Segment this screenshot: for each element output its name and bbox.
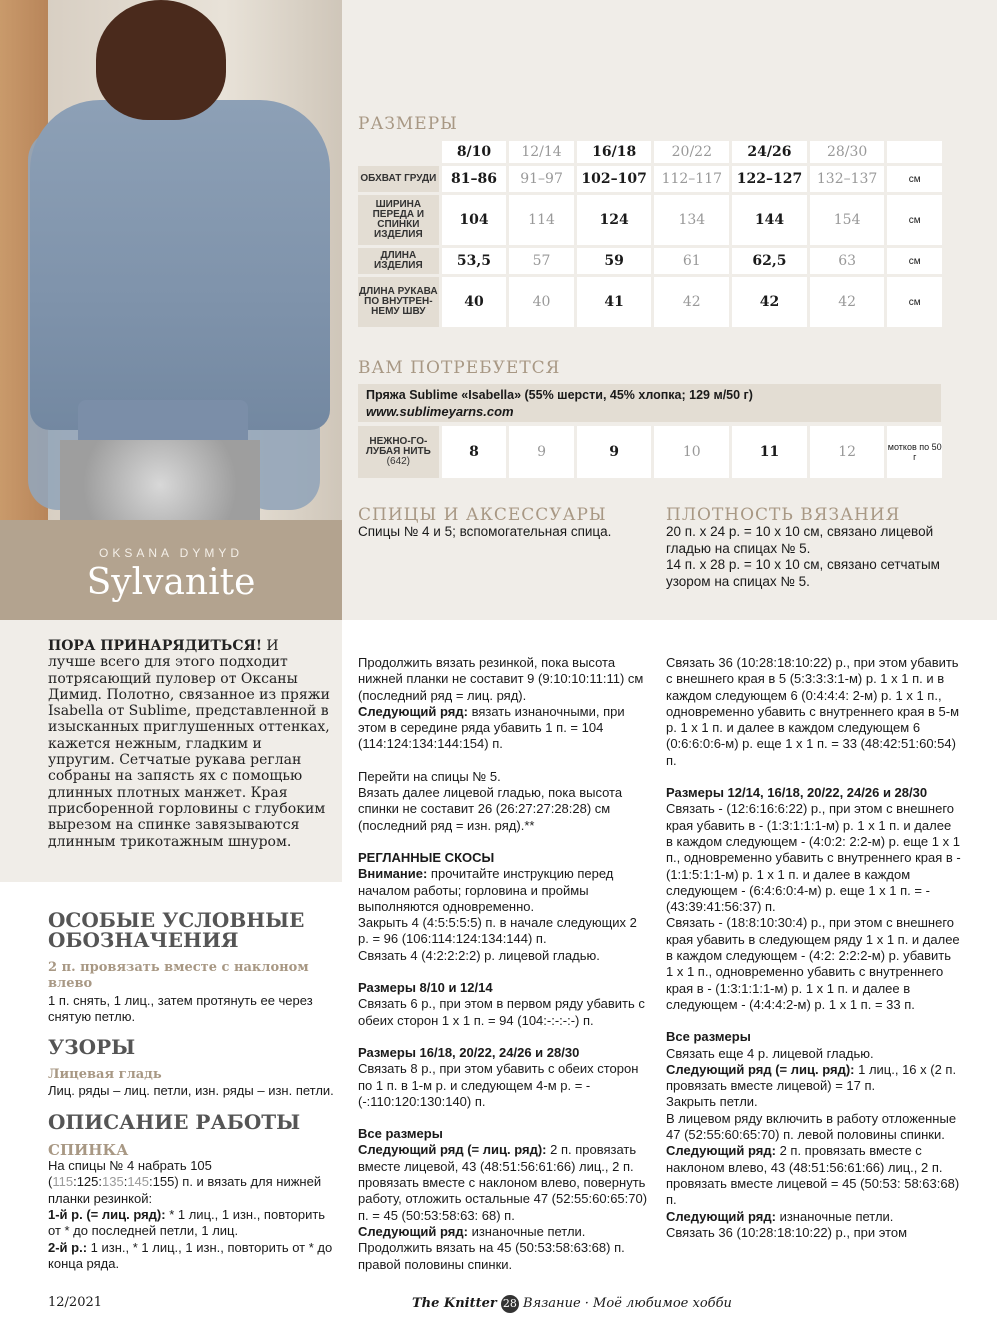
paragraph: Связать - (12:6:16:6:22) р., при этом с внешнего края убавить в - (1:3:1:1:1-м) р. 1 х 1 п. и далее в каждом следующем - (4:0:2: 2:2-м) р. еще 1 х 1 п., одновременно убавить с внутреннего края в - (1:1:5:1:1-м) р. 1 х 1 п. и далее в каждом следующем - (6:4:6:0:4-м) р. еще 1 х 1 п. = - (43:39:41:56:37) п.: [666, 801, 961, 915]
size-cell: 57: [509, 248, 574, 274]
paragraph: Вязать далее лицевой гладью, пока высота спинки не составит 26 (26:27:27:28:28) см (последний ряд = изн. ряд).**: [358, 785, 623, 833]
issue-number: 12/2021: [48, 1295, 103, 1310]
size-cell: 154: [810, 195, 885, 245]
paragraph: Закрыть петли.: [666, 1094, 758, 1110]
unit-cell: мотков по 50 г: [887, 426, 942, 478]
size-cell: 61: [654, 248, 729, 274]
yarn-url[interactable]: www.sublimeyarns.com: [366, 404, 514, 419]
row-2-text: 2-й р.: 1 изн., * 1 лиц., 1 изн., повторить от * до конца ряда.: [48, 1239, 333, 1271]
skein-cell: 9: [509, 426, 574, 478]
skein-cell: 8: [442, 426, 507, 478]
size-cell: 104: [442, 195, 507, 245]
paragraph: Следующий ряд (= лиц. ряд): 1 лиц., 16 х (2 п. провязать вместе лицевой) = 17 п.: [666, 1061, 957, 1094]
intro-text: [48, 638, 330, 850]
page-number: 28: [501, 1295, 519, 1313]
size-cell: 42: [810, 277, 885, 327]
paragraph: Внимание: прочитайте инструкцию перед началом работы; горловина и проймы выполняются одновременно.: [358, 866, 614, 914]
column-3: [666, 655, 961, 1241]
row-label: ДЛИНА РУКАВА ПО ВНУТРЕН-НЕМУ ШВУ: [358, 277, 439, 327]
paragraph: Продолжить вязать резинкой, пока высота нижней планки не составит 9 (9:10:10:11:11) см (последний ряд = лиц. ряд).: [358, 655, 644, 703]
paragraph: Закрыть 4 (4:5:5:5:5) п. в начале следующих 2 р. = 96 (106:114:124:134:144) п.: [358, 915, 637, 947]
size-cell: 122–127: [732, 166, 807, 192]
sizes-header-row: [358, 141, 942, 163]
paragraph: Следующий ряд: 2 п. провязать вместе с наклоном влево, 43 (48:51:56:61:66) лиц., 2 п. провязать вместе лицевой = 45 (50:53: 58:63:68) п.: [666, 1143, 960, 1208]
size-cell: 112–117: [654, 166, 729, 192]
needles-title: СПИЦЫ И АКСЕССУАРЫ: [358, 505, 607, 525]
paragraph: Следующий ряд: вязать изнаночными, при этом в середине ряда убавить 1 п. = 104 (114:124:134:144:154) п.: [358, 703, 625, 752]
unit-cell: см: [887, 277, 942, 327]
back-title: СПИНКА: [48, 1140, 129, 1159]
paragraph: Связать 4 (4:2:2:2:2) р. лицевой гладью.: [358, 947, 600, 963]
size-cell: 40: [509, 277, 574, 327]
size-cell: 144: [732, 195, 807, 245]
paragraph: Следующий ряд: изнаночные петли.: [666, 1208, 894, 1224]
size-header: 12/14: [509, 141, 574, 163]
size-cell: 91–97: [509, 166, 574, 192]
pattern-text: Лиц. ряды – лиц. петли, изн. ряды – изн. петли.: [48, 1083, 334, 1099]
table-row: [358, 195, 942, 245]
paragraph: Связать 8 р., при этом убавить с обеих сторон по 1 п. в 1-м р. и следующем 4-м р. = - (-:110:120:130:140) п.: [358, 1061, 639, 1109]
materials-title: ВАМ ПОТРЕБУЕТСЯ: [358, 358, 561, 378]
patterns-title: УЗОРЫ: [48, 1035, 136, 1060]
size-header: 24/26: [732, 141, 807, 163]
size-cell: 102–107: [577, 166, 652, 192]
sizes-title: РАЗМЕРЫ: [358, 114, 458, 134]
color-label: НЕЖНО-ГО-ЛУБАЯ НИТЬ: [365, 436, 431, 457]
skein-cell: 12: [810, 426, 885, 478]
size-cell: 114: [509, 195, 574, 245]
table-row: [358, 277, 942, 327]
paragraph: Связать 36 (10:28:18:10:22) р., при этом убавить с внешнего края в 5 (5:3:3:3:1-м) р. 1 х 1 п. и в каждом следующем 6 (0:4:4:4: 2-м) р. 1 х 1 п., одновременно убавить с внутреннего края в 5-м р. 1 х 1 п. и далее в каждом следующем 6 (0:6:6:0:6-м) р. еще 1 х 1 п. = 33 (48:42:51:60:54) п.: [666, 655, 960, 768]
row-label: ШИРИНА ПЕРЕДА И СПИНКИ ИЗДЕЛИЯ: [358, 195, 439, 245]
pattern-name: Лицевая гладь: [48, 1067, 162, 1083]
abbr-text: 1 п. снять, 1 лиц., затем протянуть ее через снятую петлю.: [48, 992, 313, 1024]
row-label: ОБХВАТ ГРУДИ: [358, 166, 439, 192]
designer-name: OKSANA DYMYD: [98, 546, 244, 560]
unit-cell: см: [887, 166, 942, 192]
size-cell: 62,5: [732, 248, 807, 274]
column-2: [358, 655, 650, 1273]
size-cell: 42: [654, 277, 729, 327]
abbr-name: 2 п. провязать вместе с наклоном влево: [48, 960, 309, 992]
yarn-table: [355, 423, 945, 481]
paragraph: Перейти на спицы № 5.: [358, 768, 501, 784]
size-header: 28/30: [810, 141, 885, 163]
paragraph: Связать еще 4 р. лицевой гладью.: [666, 1045, 874, 1061]
size-cell: 41: [577, 277, 652, 327]
abbr-title: ОСОБЫЕ УСЛОВНЫЕ ОБОЗНАЧЕНИЯ: [48, 908, 305, 952]
size-cell: 132–137: [810, 166, 885, 192]
size-cell: 40: [442, 277, 507, 327]
row-1-text: 1-й р. (= лиц. ряд): * 1 лиц., 1 изн., повторить от * до последней петли, 1 лиц.: [48, 1206, 326, 1239]
size-header: 20/22: [654, 141, 729, 163]
size-header: 8/10: [442, 141, 507, 163]
table-row: [358, 166, 942, 192]
size-header: 16/18: [577, 141, 652, 163]
size-cell: 134: [654, 195, 729, 245]
size-cell: 59: [577, 248, 652, 274]
paragraph: Связать 6 р., при этом в первом ряду убавить с обеих сторон 1 х 1 п. = 94 (104:-:-:-:-) п.: [358, 996, 645, 1028]
color-code: (642): [386, 456, 411, 467]
skein-cell: 9: [577, 426, 652, 478]
table-row: [358, 426, 942, 478]
size-cell: 53,5: [442, 248, 507, 274]
table-row: [358, 248, 942, 274]
intro-body: И лучше всего для этого подходит потрясающий пуловер от Оксаны Димид. Полотно, связанное из пряжи Isabella от Sublime, представленной в изысканных приглушенных оттенках, кажется нежным, гладким и упругим. Сетчатые рукава реглан собраны на запясть ях с помощью длинных плотных манжет. Края присборенной горловины с глубоким вырезом на спинке завязываются длинным трикотажным шнуром.: [48, 638, 330, 850]
subheading: Размеры 8/10 и 12/14: [358, 980, 493, 996]
description-title: ОПИСАНИЕ РАБОТЫ: [48, 1109, 301, 1134]
skein-cell: 10: [654, 426, 729, 478]
intro-lead: ПОРА ПРИНАРЯДИТЬСЯ!: [48, 638, 262, 654]
sizes-table: [355, 138, 945, 330]
paragraph: Следующий ряд: изнаночные петли.: [358, 1223, 586, 1239]
tagline: Вязание · Моё любимое хобби: [523, 1296, 732, 1311]
unit-cell: см: [887, 195, 942, 245]
gauge-title: ПЛОТНОСТЬ ВЯЗАНИЯ: [666, 505, 901, 525]
row-label: [358, 426, 439, 478]
paragraph: Продолжить вязать на 45 (50:53:58:63:68) п. правой половины спинки.: [358, 1240, 625, 1272]
back-text: На спицы № 4 набрать 105 (115:125:135:145:155) п. и вязать для нижней планки резинкой:: [48, 1158, 322, 1206]
gauge-text-1: 20 п. х 24 р. = 10 х 10 см, связано лицевой гладью на спицах № 5.: [666, 524, 934, 556]
subheading: Все размеры: [666, 1029, 751, 1045]
paragraph: Следующий ряд (= лиц. ряд): 2 п. провязать вместе лицевой, 43 (48:51:56:61:66) лиц., 2 п. провязать вместе с наклоном влево, повернуть работу, отложить остальные 47 (52:55:60:65:70) п. = 45 (50:53:58:63: 68) п.: [358, 1142, 648, 1223]
size-cell: 81–86: [442, 166, 507, 192]
magazine-name: The Knitter: [412, 1296, 497, 1311]
paragraph: Связать - (18:8:10:30:4) р., при этом с внешнего края убавить в следующем ряду 1 х 1 п. и далее в каждом следующем - (4:2: 2:2:2-м) р. убавить 1 х 1 п., одновременно убавить с внутреннего края в - (1:3:1:1:1-м) р. 1 х 1 п. и далее в следующем - (4:4:4:2-м) р. 1 х 1 п. = 33 п.: [666, 915, 960, 1012]
needles-text: Спицы № 4 и 5; вспомогательная спица.: [358, 524, 612, 539]
pattern-title: Sylvanite: [86, 562, 256, 603]
paragraph: В лицевом ряду включить в работу отложенные 47 (52:55:60:65:70) п. левой половины спинки.: [666, 1110, 957, 1143]
skein-cell: 11: [732, 426, 807, 478]
size-cell: 63: [810, 248, 885, 274]
size-cell: 124: [577, 195, 652, 245]
paragraph: Связать 36 (10:28:18:10:22) р., при этом: [666, 1224, 908, 1240]
yarn-name: Пряжа Sublime «Isabella» (55% шерсти, 45% хлопка; 129 м/50 г): [366, 388, 753, 402]
subheading: Размеры 12/14, 16/18, 20/22, 24/26 и 28/30: [666, 785, 928, 801]
subheading: Размеры 16/18, 20/22, 24/26 и 28/30: [358, 1044, 580, 1060]
footer-line: [412, 1295, 732, 1313]
gauge-text-2: 14 п. х 28 р. = 10 х 10 см, связано сетчатым узором на спицах № 5.: [666, 557, 940, 589]
row-label: ДЛИНА ИЗДЕЛИЯ: [358, 248, 439, 274]
column-1: [48, 910, 340, 1272]
size-cell: 42: [732, 277, 807, 327]
subheading: РЕГЛАННЫЕ СКОСЫ: [358, 849, 495, 865]
unit-cell: см: [887, 248, 942, 274]
subheading: Все размеры: [358, 1126, 443, 1142]
